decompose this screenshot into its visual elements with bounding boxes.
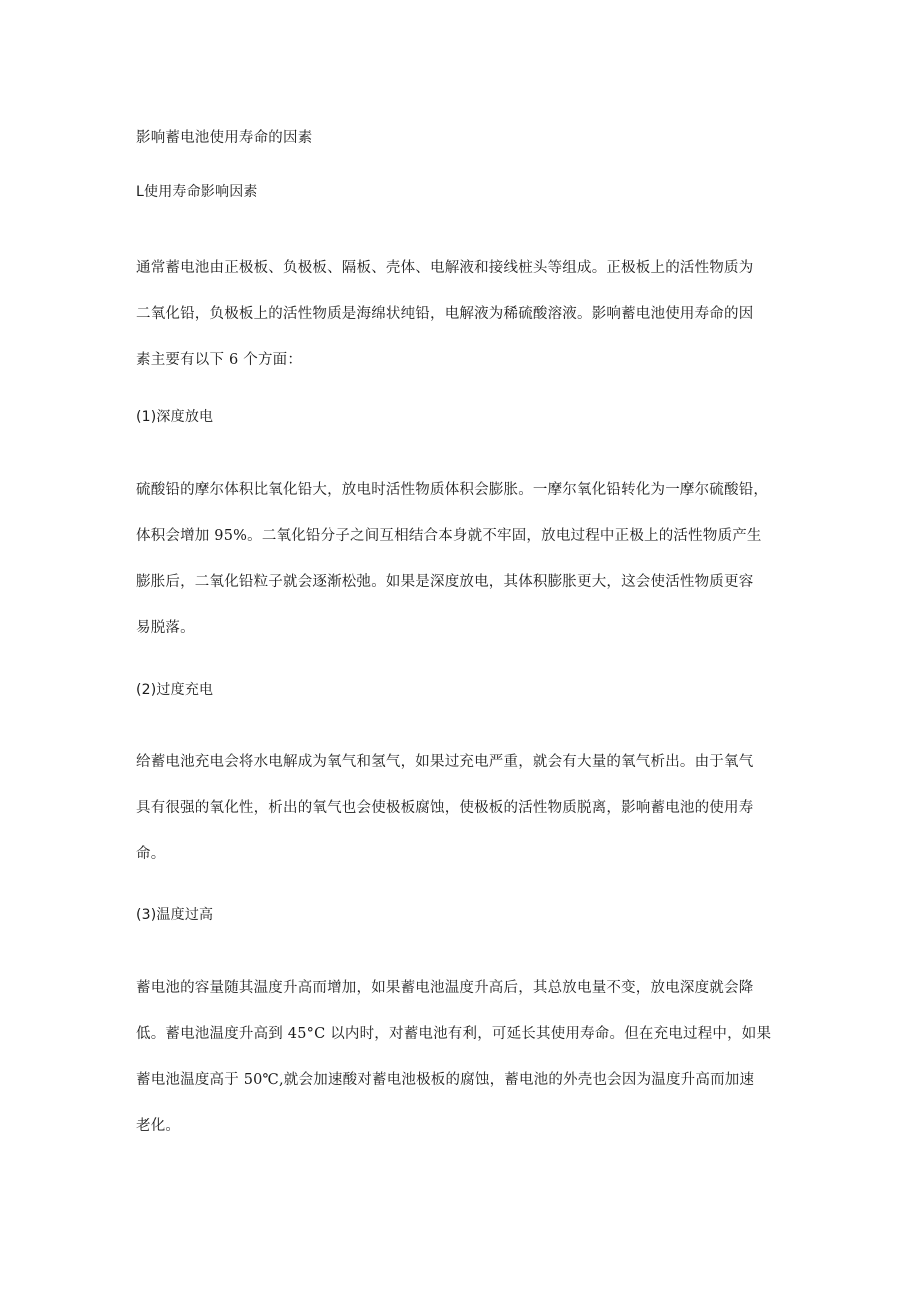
paragraph-line: 具有很强的氧化性，析出的氧气也会使极板腐蚀，使极板的活性物质脱离，影响蓄电池的使用寿 <box>136 800 754 816</box>
paragraph-line: 给蓄电池充电会将水电解成为氧气和氢气，如果过充电严重，就会有大量的氧气析出。由于氧气 <box>136 754 754 770</box>
item-paragraph <box>136 480 786 638</box>
document-title: 影响蓄电池使用寿命的因素 <box>136 130 313 146</box>
paragraph-line: 老化。 <box>136 1118 181 1134</box>
item-heading: (3)温度过高 <box>136 907 214 923</box>
paragraph-line: 低。蓄电池温度升高到 45°C 以内时，对蓄电池有利，可延长其使用寿命。但在充电过程中，如果 <box>136 1026 772 1042</box>
paragraph-line: 素主要有以下 6 个方面： <box>136 352 303 368</box>
paragraph-line: 膨胀后，二氧化铅粒子就会逐渐松弛。如果是深度放电，其体积膨胀更大，这会使活性物质更容 <box>136 574 754 590</box>
paragraph-line: 蓄电池温度高于 50℃,就会加速酸对蓄电池极板的腐蚀，蓄电池的外壳也会因为温度升高而加速 <box>136 1072 755 1088</box>
paragraph-line: 蓄电池的容量随其温度升高而增加，如果蓄电池温度升高后，其总放电量不变，放电深度就会降 <box>136 980 754 996</box>
section-heading: L使用寿命影响因素 <box>136 184 258 200</box>
item-paragraph <box>136 752 786 864</box>
paragraph-line: 易脱落。 <box>136 620 195 636</box>
paragraph-line: 体积会增加 95%。二氧化铅分子之间互相结合本身就不牢固，放电过程中正极上的活性物质产生 <box>136 528 762 544</box>
paragraph-line: 硫酸铅的摩尔体积比氧化铅大，放电时活性物质体积会膨胀。一摩尔氧化铅转化为一摩尔硫酸铅， <box>136 482 769 498</box>
paragraph-line: 二氧化铅，负极板上的活性物质是海绵状纯铅，电解液为稀硫酸溶液。影响蓄电池使用寿命的因 <box>136 306 754 322</box>
item-paragraph <box>136 978 786 1136</box>
item-heading: (2)过度充电 <box>136 682 214 698</box>
item-heading: (1)深度放电 <box>136 409 214 425</box>
paragraph-line: 命。 <box>136 846 166 862</box>
intro-paragraph <box>136 258 786 370</box>
paragraph-line: 通常蓄电池由正极板、负极板、隔板、壳体、电解液和接线桩头等组成。正极板上的活性物质为 <box>136 260 754 276</box>
